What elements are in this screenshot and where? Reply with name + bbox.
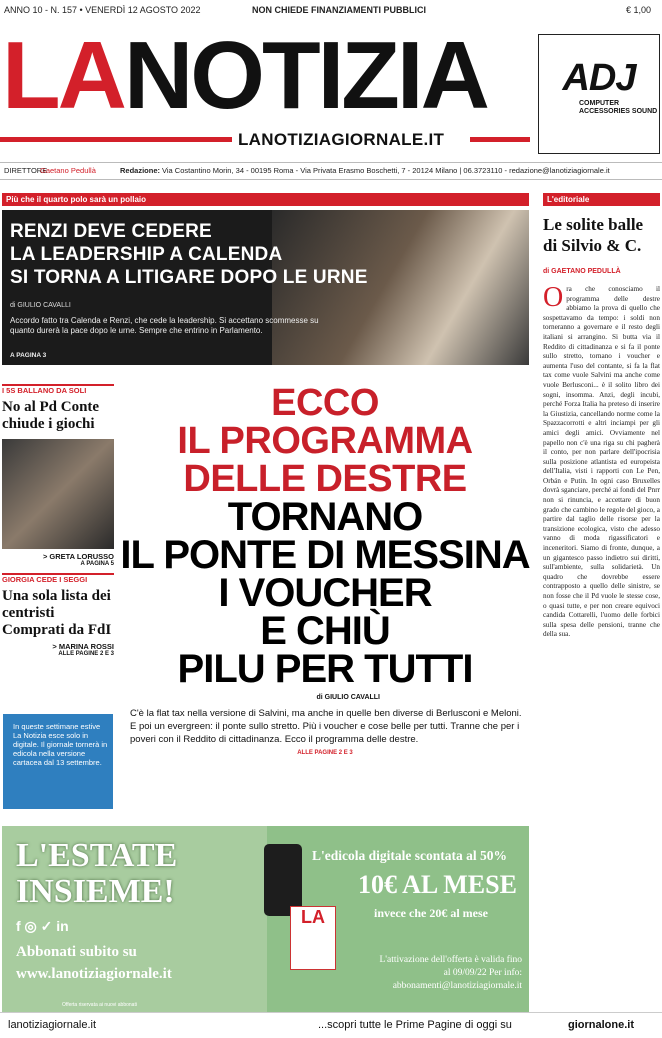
hero-page: A PAGINA 3 — [10, 352, 47, 359]
social-icons: f ◎ ✓ in — [16, 918, 69, 934]
main-headline-black: PILU PER TUTTI — [177, 647, 473, 691]
main-headline-black: E CHIÙ — [260, 609, 390, 653]
ad-price: 10€ AL MESE — [358, 870, 517, 899]
ad-offer: L'edicola digitale scontata al 50% — [312, 848, 507, 863]
logo-la: LA — [2, 22, 124, 129]
issue-info: ANNO 10 - N. 157 • VENERDÌ 12 AGOSTO 2022 — [4, 5, 201, 15]
digital-notice-box — [3, 714, 113, 809]
funding-notice: NON CHIEDE FINANZIAMENTI PUBBLICI — [252, 5, 426, 15]
hero-kicker: Più che il quarto polo sarà un pollaio — [2, 193, 529, 206]
info-line — [0, 162, 662, 180]
redazione-address: Via Costantino Morin, 34 - 00195 Roma - Via Privata Erasmo Boschetti, 7 - 20124 Milano | 06.3723110 - redazione@lanotiziagiornale.it — [162, 166, 610, 175]
footer-site[interactable]: lanotiziagiornale.it — [8, 1019, 97, 1031]
main-headline-red: ECCO — [271, 382, 379, 424]
main-headline-black: TORNANO — [227, 495, 423, 539]
editorial-headline: Le solite balle di Silvio & C. — [543, 215, 644, 255]
main-headline-black: I VOUCHER — [218, 571, 432, 615]
adj-ad[interactable] — [538, 34, 660, 154]
main-story[interactable] — [120, 384, 530, 756]
director-label: DIRETTORE — [4, 166, 48, 175]
site-url[interactable]: LANOTIZIAGIORNALE.IT — [238, 130, 445, 149]
ad-subscribe: Abbonati subito su — [16, 944, 137, 960]
conte-photo — [2, 439, 114, 549]
story-kicker: I 5S BALLANO DA SOLI — [2, 386, 87, 395]
top-bar — [0, 0, 662, 20]
adj-brand: ADJ — [562, 57, 636, 99]
hero-byline: di GIULIO CAVALLI — [10, 302, 71, 309]
story-author: > GRETA LORUSSO — [42, 552, 114, 561]
main-headline-red: IL PROGRAMMA — [177, 420, 473, 462]
adj-tag: COMPUTER ACCESSORIES SOUND — [579, 100, 658, 115]
hero-summary: Accordo fatto tra Calenda e Renzi, che cede la leadership. Si accettano scommesse su quanto durerà la pace dopo le urne. Sempre che entrino in Parlamento. — [10, 316, 319, 335]
main-headline-black: IL PONTE DI MESSINA — [120, 533, 530, 577]
main-summary: C'è la flat tax nella versione di Salvini, ma anche in quelle ben diverse di Berlusconi e Meloni. E poi un evergreen: il ponte sullo stretto. Più i voucher e cose belle per tutti. Tranne che per i poveri con il Reddito di cittadinanza. Ecco il programma delle destre. — [130, 708, 522, 745]
masthead-logo[interactable] — [2, 22, 487, 129]
ad-info: L'attivazione dell'offerta è valida fino al 09/09/22 Per info: abbonamenti@lanotiziagiornale.it — [379, 955, 522, 991]
editorial-column[interactable] — [543, 193, 660, 640]
hero-story[interactable] — [2, 210, 529, 365]
left-column — [2, 384, 114, 657]
ad-old-price: invece che 20€ al mese — [374, 906, 488, 920]
site-url-bar — [0, 128, 530, 150]
subscription-ad[interactable] — [2, 826, 529, 1012]
hero-headline: RENZI DEVE CEDERE LA LEADERSHIP A CALENDA SI TORNA A LITIGARE DOPO LE URNE — [10, 221, 368, 288]
footer-cta: ...scopri tutte le Prime Pagine di oggi su — [318, 1019, 512, 1031]
story-author: > MARINA ROSSI — [52, 642, 114, 651]
director-name: Gaetano Pedullà — [40, 166, 96, 175]
main-headline-red: DELLE DESTRE — [183, 458, 467, 500]
story-kicker: GIORGIA CEDE I SEGGI — [2, 575, 88, 584]
footer-brand[interactable]: giornalone.it — [568, 1019, 634, 1031]
story-page: A PAGINA 5 — [80, 561, 114, 567]
editorial-label: L'editoriale — [543, 193, 660, 206]
main-byline: di GIULIO CAVALLI — [316, 694, 380, 701]
editorial-body: Ora che conosciamo il programma delle destre abbiamo la prova di quello che sospettavamo da tempo: i soldi non torneranno a governare e il resto degli italiani si arrangino. Si butta via il Reddito di cittadinanza e si fa il ponte sullo stretto, tornano i voucher e aumenta l'uso del contante, si fa la flat tax come vuole Salvini ma anche come vuole Berlusconi... è il solito libro dei sogni, insomma. Anzi, degli incubi, perché Forza Italia ha preteso di inserire la Giustizia, cancellando norme come la Spazzacorrotti e altri inciampi per gli amici degli amici. Ovviamente nel papello non c'è una riga su chi pagherà il conto, per non parlare dell'ipocrisia sulla posizione atlantista ed europeista dell'Italia, visti i rapporti con Le Pen, Orbán e Putin. In ogni caso Bruxelles dovrà sganciare, perché ai fondi del Pnrr non si rinuncia, e accettare di buon grado che cambino le regole del gioco, a partire dal taglio delle risorse per la transizione ecologica, visto che adesso vanno di moda rigassificatori e inceneritori. Siamo di fronte, dunque, a un gigantesco passo indietro sui diritti, sull'ambiente, sulla solidarietà. Un quadro che dovrebbe essere contrapposto a quello delle sinistre, se non fosse che il Pd vuole le stesse cose, o quasi tutte, e per non creare equivoci candida Cottarelli, l'uomo delle forbici sulla spesa delle pensioni, tranne che della sua. — [543, 282, 660, 639]
price: € 1,00 — [626, 5, 652, 15]
dropcap: O — [543, 282, 564, 313]
digital-notice-text: In queste settimane estive La Notizia esce solo in digitale. Il giornale tornerà in edicola nella versione cartacea dal 13 settembre. — [13, 722, 108, 767]
main-page: ALLE PAGINE 2 E 3 — [297, 750, 353, 756]
footer — [0, 1012, 662, 1038]
ad-fineprint: Offerta riservata ai nuovi abbonati — [62, 1002, 137, 1008]
story-headline[interactable]: No al Pd Conte chiude i giochi — [2, 399, 100, 432]
logo-notizia: NOTIZIA — [123, 22, 487, 129]
ad-url[interactable]: www.lanotiziagiornale.it — [16, 966, 172, 982]
ad-title: L'ESTATE INSIEME! — [16, 837, 178, 910]
story-headline[interactable]: Una sola lista dei centristi Comprati da FdI — [2, 588, 112, 638]
ad-logo: LA — [290, 906, 336, 970]
story-page: ALLE PAGINE 2 E 3 — [58, 651, 114, 657]
editorial-author: di GAETANO PEDULLÀ — [543, 268, 621, 275]
redazione-label: Redazione: — [120, 166, 161, 175]
